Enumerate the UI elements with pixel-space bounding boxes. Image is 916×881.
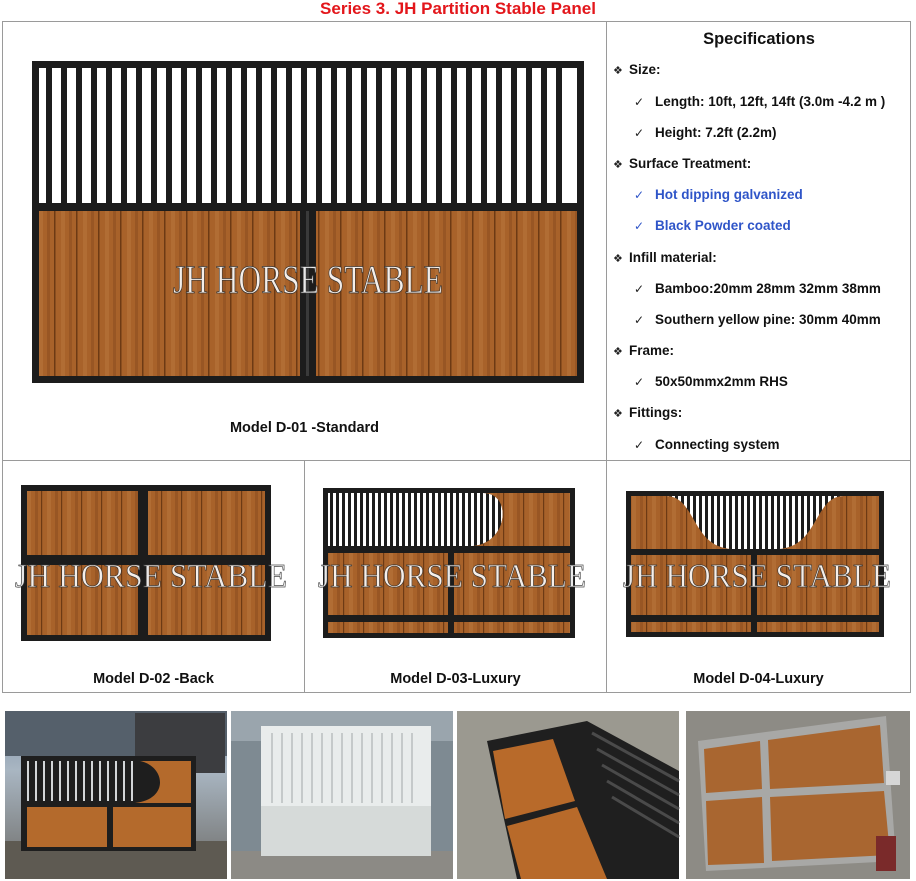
photo-wrapped-panel — [231, 711, 453, 879]
diamond-bullet-icon: ❖ — [613, 159, 623, 171]
specifications-panel — [607, 21, 911, 460]
model-d03-caption: Model D-03-Luxury — [390, 671, 521, 687]
model-d04-cell — [607, 461, 910, 693]
model-d02-caption: Model D-02 -Back — [93, 671, 214, 687]
model-d04-caption: Model D-04-Luxury — [693, 671, 824, 687]
spec-frame: ❖ Frame: — [613, 343, 675, 358]
diamond-bullet-icon: ❖ — [613, 408, 623, 420]
model-d02-cell — [3, 461, 304, 693]
spec-size-height: ✓ Height: 7.2ft (2.2m) — [634, 125, 777, 140]
specifications-heading: Specifications — [703, 30, 815, 48]
spec-fittings: ❖ Fittings: — [613, 405, 683, 420]
spec-surface: ❖ Surface Treatment: — [613, 156, 752, 171]
spec-infill: ❖ Infill material: — [613, 250, 717, 265]
model-d01-cell — [3, 22, 606, 460]
model-d03-image — [318, 488, 586, 638]
check-icon: ✓ — [634, 126, 645, 140]
spec-size-length: ✓ Length: 10ft, 12ft, 14ft (3.0m -4.2 m ) — [634, 94, 886, 109]
spec-size: ❖ Size: — [613, 62, 661, 77]
diamond-bullet-icon: ❖ — [613, 253, 623, 265]
check-icon: ✓ — [634, 219, 645, 233]
model-d01-watermark: JH HORSE STABLE — [173, 257, 443, 302]
photo-panels-factory — [457, 711, 679, 879]
check-icon: ✓ — [634, 438, 645, 452]
model-d01-image — [32, 61, 584, 383]
spec-surface-powder: ✓ Black Powder coated — [634, 218, 791, 233]
check-icon: ✓ — [634, 375, 645, 389]
spec-infill-bamboo: ✓ Bamboo:20mm 28mm 32mm 38mm — [634, 281, 881, 296]
model-d02-watermark: JH HORSE STABLE — [15, 558, 287, 595]
photo-installed-stall — [5, 711, 227, 879]
model-d04-image — [623, 491, 891, 637]
check-icon: ✓ — [634, 188, 645, 202]
spec-fittings-connecting: ✓ Connecting system — [634, 437, 780, 452]
model-d01-caption: Model D-01 -Standard — [229, 420, 380, 436]
model-d02-image — [15, 485, 287, 641]
diamond-bullet-icon: ❖ — [613, 346, 623, 358]
photo-panel-closeup — [686, 711, 910, 879]
diamond-bullet-icon: ❖ — [613, 65, 623, 77]
spec-frame-rhs: ✓ 50x50mmx2mm RHS — [634, 374, 788, 389]
model-d01-bars — [46, 68, 562, 203]
check-icon: ✓ — [634, 282, 645, 296]
spec-surface-galvanized: ✓ Hot dipping galvanized — [634, 187, 803, 202]
page-title: Series 3. JH Partition Stable Panel — [320, 0, 596, 18]
check-icon: ✓ — [634, 313, 645, 327]
model-d03-cell — [305, 461, 606, 693]
model-d03-watermark: JH HORSE STABLE — [318, 558, 586, 595]
model-d04-watermark: JH HORSE STABLE — [623, 558, 891, 595]
spec-infill-pine: ✓ Southern yellow pine: 30mm 40mm — [634, 312, 881, 327]
check-icon: ✓ — [634, 95, 645, 109]
